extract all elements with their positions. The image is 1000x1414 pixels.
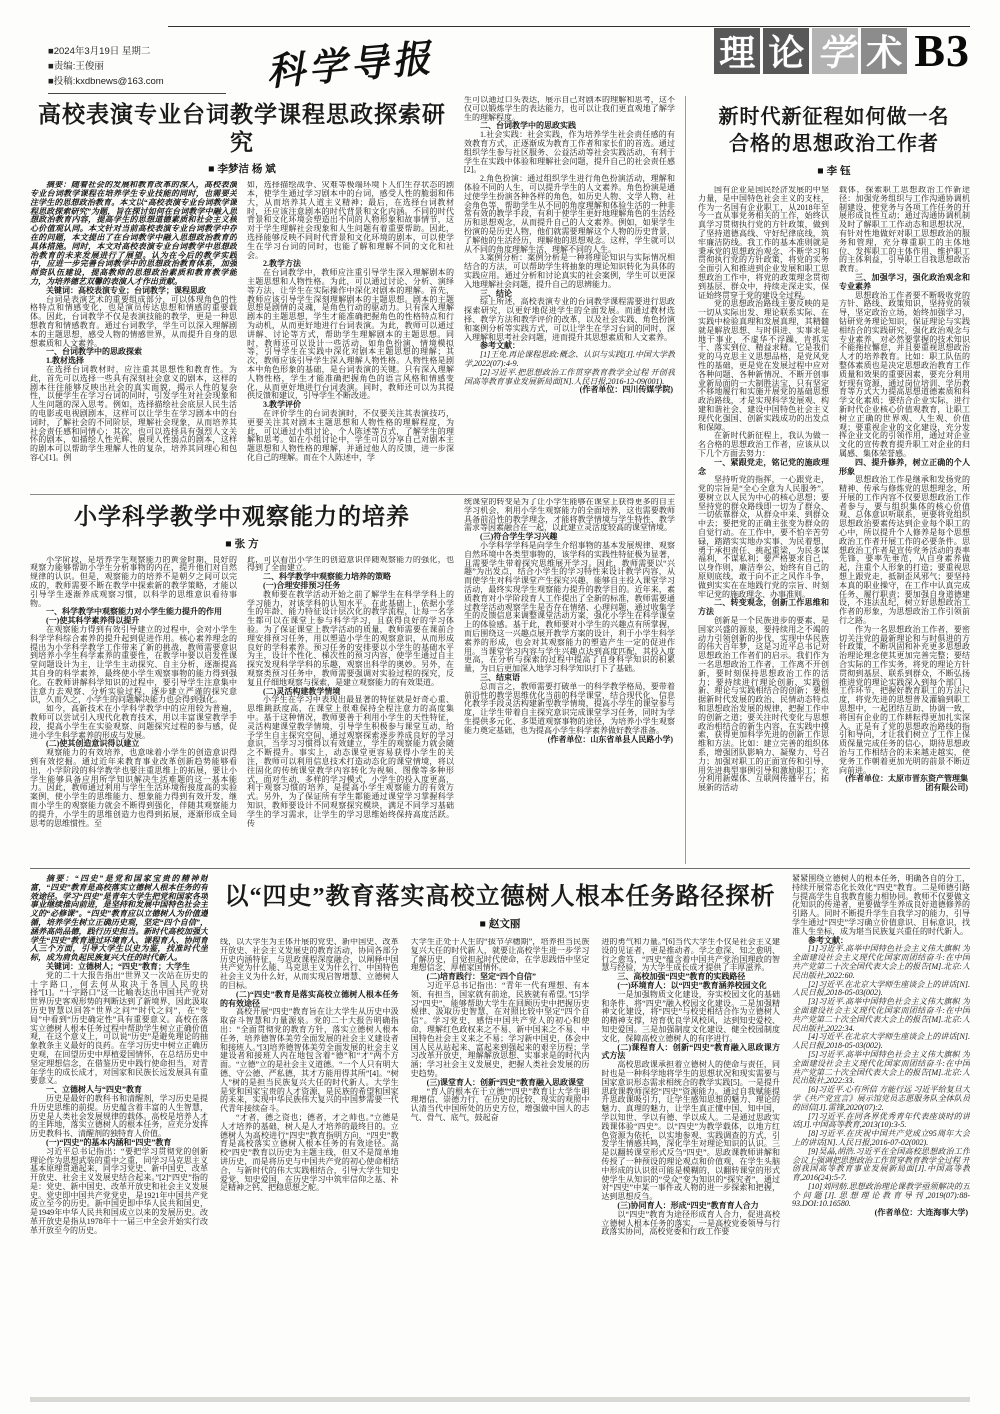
paragraph-p: 作为一名思想政治工作者，要密切关注党的最新理论和与时俱进的方针政策，不断巩固和补充更多思想政治理论理念使其更加完善完整；要结合实际的工作实务，将党的理论方针贯彻到基层、联系到群众，不断弘扬推进党的理论实践深入到每个部门、工作环节，把握好教育职工的方法尺度，将党先进的思想普及灌输到职工思想中，一起团结互助、协调一致，将国有企业的工作耕耘得更加扎实深入。正是有了党的思想政治路线的指引和导向，才让我们树立了工作上保质保量完成任务的信心，期待思想政治与工作相结合的未来越走越实，使党务工作朝着更加光明的前景不断迈向前进。 bbox=[839, 624, 970, 775]
paragraph-kw: 关键词：立德树人；“四史”教育；大学生 bbox=[46, 961, 190, 971]
paragraph-s: (三)符合学生学习兴趣 bbox=[480, 532, 558, 542]
paragraph-p: 如今，高新技术在小学科学教学中的应用较为普遍，教师可以尝试引入现代化教育技术，用以丰富课堂教学手段，提高小学生在实验观察、问题探究过程的参与感，促进小学生科学素养的形成与发展。 bbox=[30, 704, 237, 740]
article1-byline: ■ 李梦洁 杨 斌 bbox=[208, 163, 276, 176]
masthead-editor: ■责编:王俊丽 bbox=[48, 61, 104, 72]
article2-col1 bbox=[698, 186, 829, 864]
paragraph-ref: [8]习近平.在庆祝中国共产党成立95周年大会上的讲话[N].人民日报,2016-07-02(002). bbox=[792, 1129, 970, 1147]
paragraph-p: 高校开展“四史”教育旨在让大学生从历史中汲取奋斗智慧和力量源泉。党的二十大报告明确指出：“全面贯彻党的教育方针，落实立德树人根本任务，培养德智体美劳全面发展的社会主义建设者和接班人。”[3]培养德智体美劳全面发展的社会主义建设者和接班人内在地包含着“德”和“才”两个方面。“立德”立的是社会主义道德。“一个人只有明大德、守公德、严私德，其才方能用得其所”[4]。“树人”树的是担当民族复兴大任的时代新人。大学生是党和国家宝贵的人才资源，是民族的希望和国家的未来，实现中华民族伟大复兴的中国梦需要一代代青年接续奋斗。 bbox=[220, 1007, 399, 1114]
left-region bbox=[30, 96, 675, 864]
paragraph-p: 一是加强物质文化建设，夯实校园文化的基础和条件，将“四史”融入校园文化建设。二是加强精神文化建设，将“四史”与校史相结合作为立德树人的精神支撑，培育优良学风校风，达到知史爱校、知史爱国。三是加强制度文化建设、健全校园制度文化，保障高校立德树人的有序进行。 bbox=[601, 989, 780, 1043]
article3-columns bbox=[30, 556, 454, 864]
paragraph-s: (一)环境育人：以“四史”教育涵养校园文化 bbox=[617, 980, 767, 990]
section-char-box: 学 bbox=[812, 28, 858, 74]
article4-col3 bbox=[411, 938, 590, 1391]
paragraph-p: 小学生在学习中表现出最显著的特征就是好奇心重、思维跳跃度高，在课堂上很难保持全程注意力的高度集中。基于这种情况，教师要善于利用小学生的天性特征，灵活构建课堂教学情境，引导学生积极参与课堂互动，给予学生自主探究空间，通过观察探索逐步养成良好的学习意识，当学习习惯得以有效建立，学生的观察能力就会随之不断提升。事实上，动态课堂更容易获得小学生的关注，教师可以利用信息技术打造动态化的课堂情境，将以往固化的传统课堂教学内容转化为视频、图像等多种形式，面对生动、多样的学习模式，小学生的投入度更高，利于观察习惯的培养，是提高小学生观察能力的有效方式。另外，为了保证所有学生都能通过课堂学习掌握科学知识，教师要设计不同观察探究模块，满足不同学习基础学生的学习需求，让学生的学习思维始终保持高度活跃。传 bbox=[247, 695, 454, 828]
paragraph-pc: 统课堂的转变是为了让小学生能够在课堂上获得更多的自主学习机会，利用小学生观察能力的全面培养，这也需要教师具备前沿性的教学理念，才能将教学情境与学生特性、教学需求等因素融合在一起，以此建立灵活度较高的课堂情境。 bbox=[464, 498, 675, 533]
article1-columns bbox=[30, 181, 454, 490]
paragraph-pc: 生可以通过口头表达，展示自己对剧本的理解和思考，这不仅可以锻炼学生的表达能力，也可以让我们更直观地了解学生的理解程度。 bbox=[464, 96, 675, 122]
upper-section bbox=[30, 96, 970, 864]
paragraph-p: “育人的根本在于立德”“四史”教育让大学生明理增信、崇德力行，在历史的比较、现实的观照中认清当代中国所处的历史方位，增强做中国人的志气、骨气、底气，鼓起奋 bbox=[410, 1086, 590, 1122]
paragraph-ref: [1]王免.再论课程思政:概念、认识与实践[J].中国大学教学,2022(07):4-9. bbox=[464, 350, 675, 368]
paragraph-p: 以“四史”教育为途径形成育人合力，促进高校立德树人根本任务的落实，一是高校党委领导与行政落实协同，高校党委和行政工作要 bbox=[601, 1209, 780, 1237]
paragraph-ref: [6]习近平.心有所信 方能行远 习近平给复旦大学《共产党宣言》展示馆党员志愿服务队全体队员的回信[J].雷锋,2020(07):2. bbox=[792, 1085, 970, 1112]
paragraph-ref: [2]习近平.在北京大学师生座谈会上的讲话[N].人民日报,2018-05-03(002). bbox=[792, 979, 970, 998]
article3-col2 bbox=[247, 556, 454, 864]
article3-header bbox=[30, 498, 454, 553]
paragraph-p: 2.角色扮演：通过组织学生进行角色扮演活动，理解和体验不同的人生，可以提升学生的人文素养。角色扮演是通过使学生扮演各种各样的角色，如历史人物、文学人物、社会角色等，帮助学生从不同的角度理解和体验生活的一种非常有效的教学手段，有利于使学生更好地理解角色的生活经历和思想观念，从而提升自己的人文素养。例如，如果学生扮演的是历史人物，他们就需要理解这个人物的历史背景，了解他的生活经历，理解他的思想观念。这样，学生就可以从不同的角度理解生活，理解不同的人生。 bbox=[464, 174, 675, 254]
paragraph-pc: 此，可以看出小学生的创造意识伴随观察能力的强化，也得到了全面建立。 bbox=[247, 555, 454, 573]
masthead bbox=[30, 16, 970, 94]
article2-col2 bbox=[839, 186, 970, 864]
paragraph-s: (一)合理安排预习任务 bbox=[263, 580, 341, 590]
paragraph-p: “才者，德之资也；德者，才之帅也。”立德是人才培养的基础，树人是人才培养的最终目的。立德树人为高校进行“四史”教育指明方向，“四史”教育是高校落实立德树人根本任务的有效途径。高校“四史”教育以历史为主题主线，但又不是简单地讲历史，而是将历史与中国共产党的初心使命相结合，与新时代的伟大实践相结合，引导大学生知史爱党、知史爱国，在历史学习中筑牢信仰之基、补足精神之钙、把稳思想之舵。 bbox=[220, 1112, 399, 1193]
paragraph-p: 国有企业是国民经济发展的中坚力量，是中国特色社会主义的支柱，作为一名国有企业职工，从2018年至今一直从事党务相关的工作，始终认真学习贯彻执行党的方针政策，做到了坚持道德高线、守好纪律底线，筑牢廉洁防线。我工作的基本准则就是秉承党的思想政治观念、不断学习和贯彻执行党的方针政策，将党的实务全面引入和推进到企业发展和职工思想政治工作中，将党的政策理念贯彻到基层、群众中，持续走深走实，保证始终贯穿于党的建设全过程。 bbox=[698, 186, 829, 300]
article4-col4 bbox=[601, 938, 780, 1391]
paragraph-s: (二)课程育人：创新“四史”教育融入思政课方式方法 bbox=[601, 1042, 780, 1061]
paragraph-p: 综上所述，高校表演专业的台词教学课程需要进行思政探索研究，以更好地促进学生的全面发展。而通过教材选择、教学方法和教学评价的改革，以及社会实践、角色扮演和案例分析等实践方式，可以让学生在学习台词的同时，深入理解和思考社会问题，进而提升其思想素质和人文素养。 bbox=[464, 297, 675, 342]
paragraph-h: 二、科学教学中观察能力培养的策略 bbox=[263, 572, 391, 582]
section-divider bbox=[30, 868, 970, 869]
paragraph-h: 一、立德树人与“四史”教育 bbox=[46, 1085, 142, 1095]
paragraph-s: (二)使其创造意识得以建立 bbox=[46, 739, 140, 749]
paragraph-pc: 如，选择描绘战争、灾难等极端环境下人们生存状态的剧本，使学生通过学习剧本中的台词，感受人性的脆弱和伟大，从而培养其人道主义精神；最后，在选择台词教材时，还应该注意剧本的时代背景和文化内涵。不同的时代背景和文化环境会塑造出不同的人物形象和故事情节，这对于学生理解社会现象和人生问题有着重要帮助。因此，选择能够反映不同时代背景和文化环境的剧本，可以使学生在学习台词的同时，也能了解和理解不同的文化和社会。 bbox=[247, 181, 454, 260]
article3-col1 bbox=[30, 556, 237, 864]
paragraph-h: 一、科学教学中观察能力对小学生能力提升的作用 bbox=[46, 607, 222, 617]
paragraph-sig: (作者单位：四川传媒学院) bbox=[579, 385, 673, 395]
article-sishi-jiaoyu bbox=[30, 873, 970, 1391]
paragraph-h: 三、高校加强“四史”教育的实践路径 bbox=[617, 972, 746, 982]
paragraph-s: 3.教学评价 bbox=[263, 400, 301, 410]
article-sixiang-zhengzhi bbox=[685, 96, 970, 864]
article2-byline: ■ 李 钰 bbox=[817, 165, 851, 177]
paragraph-h: 三、结论 bbox=[480, 288, 512, 298]
paragraph-pc: 大学生正处于人生的“拔节孕穗期”，培养担当民族复兴大任的时代新人，就要让高校学生进一步学习了解历史，自觉担起时代使命，在学思践悟中坚定理想信念、厚植家国情怀。 bbox=[410, 938, 590, 973]
article4-header bbox=[220, 873, 780, 936]
article2-columns bbox=[698, 186, 970, 864]
paragraph-h: 一、台词教学中的思政探索 bbox=[46, 347, 142, 357]
section-banner bbox=[714, 24, 970, 77]
paragraph-p: 台词是表演艺术的重要组成部分，可以体现角色的性格特点和情感变化，也是演员传达思想和情感的重要载体。因此，台词教学不仅是表演技能的教学，更是一种思想教育和情感教育。通过台词教学，学生可以深入理解剧本的主题思想，感受人物的情感世界，从而提升自身的思想素质和人文素养。 bbox=[30, 294, 237, 348]
paragraph-p: 坚持听党的指挥，一心跟党走，党的宗旨是“全心全意为人民服务”。要树立以人民为中心的核心思想；要坚持党的群众路线即一切为了群众、一切依靠群众，从群众中来、到群众中去；要把党的正确主张变为群众的自觉行动。在工作中，要不怕辛苦劳碌，踏踏实实地办实事、为民着想，勇于承担责任、挑起重梁，为民多谋福利，不谋私利；要严格要求自己，以身作则，廉洁奉公，始终有自己的原则底线，敢于向不正之风作斗争，做到实实在在地践行党的宗旨、时刻牢记党的施政理念、办事准则。 bbox=[698, 475, 829, 599]
paragraph-abs: 摘要：“四史”是党和国家宝贵的精神财富，“四史”教育是高校落实立德树人根本任务的有效途径。学习“四史”是青年大学生把党和国家各项事业继续推向前进，是坚持和发展中国特色社会主义的“必修课”。“四史”教育应以立德树人为价值遵循，培养学生树立正确历史观，坚定“四个自信”，涵养高尚品德，践行历史担当。新时代高校加强大学生“四史”教育通过环境育人、课程育人、协同育人三个方面，引导大学生以史为鉴，找准时代坐标，成为肩负起民族复兴大任的时代新人。 bbox=[30, 874, 208, 963]
article4-title: 以“四史”教育落实高校立德树人根本任务路径探析 bbox=[224, 884, 776, 910]
article1-header bbox=[30, 96, 454, 178]
paragraph-p: 党的思想政治路线主要反映的是一切从实际出发、理论联系实际、在实践中检验真理和发展真理，其精髓就是解放思想、与时俱进、实事求是地干事业，不虚华不浮躁，肯抓实干、落实到位、精益求精。它是我们党的马克思主义思想品格，是党风党性的基础，更是党在发展过程中应对各种问题、各种新情况、不断开创事业新局面的一大制胜法宝，只有坚定不移地履行和实施开展党的基础思想政治路线，才是实现科学发展观、构建和谐社会、建设中国特色社会主义现代化强国、创新实践成功的出发点和保障。 bbox=[698, 299, 829, 432]
paragraph-s: (二)培育践行：坚定“四个自信” bbox=[426, 972, 536, 982]
masthead-email: ■投稿:kxdbnews@163.com bbox=[48, 76, 164, 87]
article1-col1 bbox=[30, 181, 237, 490]
article4-col2 bbox=[220, 938, 399, 1391]
paragraph-h: 一、紧跟党走，铭记党的施政理念 bbox=[698, 457, 829, 476]
paragraph-s: (二)灵活构建教学情境 bbox=[263, 686, 341, 696]
paragraph-s: (一)“四史”的基本内涵和“四史”教育 bbox=[46, 1137, 172, 1147]
masthead-info-block bbox=[48, 44, 226, 94]
paragraph-h: 二、台词教学中的思政实践 bbox=[480, 121, 576, 131]
paragraph-p: 高校思政课承担着立德树人的使命与责任，同时也是一种科学地将学生的思想状况和现实需要与国家意识形态需求相统合的教学实践[5]。一是提升思政课教师深挖“四史”资源能力。通过自我赋能提升思政课吸引力，让学生感知思想的魅力、理论的魅力、真理的魅力，让学生真正懂中国、知中国，学以知世、学以有德、学以成人。二是通过思政实践课体验“四史”。以“四史”为教学载体，以地方红色资源为依托，以实地参观、实践调查的方式，引发学生情感共鸣，深化学生对理论知识的认识。三是以翻转课堂形式反刍“四史”。思政课教师讲解和传授了一种预设的理论观点和价值观，在学生头脑中形成的认识很可能是模糊的，以翻转课堂的形式使学生从知识的“受众”变为知识的“探究者”，通过对“四史”中某一事件或人物的进一步探索和把握，达到思想反刍。 bbox=[601, 1060, 780, 1202]
paragraph-p: 小学科学学科是向学生介绍事物的基本发展规律、观察自然环境中各类型事物的，该学科的实践性特征极为显著，且需要学生带着探究思维展开学习。因此，教师需要以“兴趣”为出发点，结合小学生的学习特性来设计教学内容，从而使学生对科学课堂产生探究兴趣，能够自主投入课堂学习活动，最终实现学生观察能力提升的教学目的。近年来，素质教育对小学阶段育人工作提出了全新的标准，教师需要通过教学活动观察学生是否存在情绪、心理问题，通过收集学生的反馈信息来调整课堂活动方案，强化小学生在科学课堂上的体验感。基于此，教师要对小学生的兴趣点有所掌握，而后围绕这一兴趣点展开教学方案的设计，利于小学生科学素养的形成，也会对其观察能力的塑造产生一定的促进作用。当课堂学习内容与学生兴趣点达到高度匹配，其投入度更高，在分析与探索的过程中提高了自身科学知识的积累量，为日后更加深入地学习科学知识打下了基础。 bbox=[464, 540, 675, 674]
paragraph-pc: 载体，探索职工思想政治工作新途径：加强党务组织与工作沟通协调机制建设，使党务与各项工作任务的开展形成良性互动；通过沟通协调机制及时了解职工工作动态和思想状况，有针对性地做好对职工思想政治的服务和管理，充分尊重职工的主体地位、发挥职工的主体作用、维护职工的主体利益，引导职工自我思想政治教育。 bbox=[839, 186, 970, 274]
paragraph-s: (三)协同育人：形成“四史”教育育人合力 bbox=[617, 1200, 759, 1210]
paragraph-p: 历史是最好的教科书和清醒剂，学习历史是提升历史思维的前提。历史蕴含着丰富的人生智慧，历史是人类社会发展规律的载体。高校是培养人才的主阵地，落实立德树人的根本任务，应充分发挥历史教科书、清醒剂的独特育人价值。 bbox=[30, 1093, 208, 1139]
article3-main bbox=[30, 498, 454, 864]
page-number: B3 bbox=[914, 25, 970, 76]
article-divider bbox=[30, 494, 675, 495]
section-char-box: 术 bbox=[861, 28, 907, 74]
paragraph-p: 观察能力的有效培养，也意味着小学生的创造意识得到有效挖掘。通过近年来教育事业改革创新趋势能够看出，小学阶段的科学教学也要注重思维上的拓展，要让小学生能够具备应用所学知识解决生活难题的这一基本能力。因此，教师通过利用与学生生活环境衔接度高的实验案例，使小学生的思维能力、想象能力得到有效开发，继而小学生的观察能力就会不断得到强化，伴随其观察能力的提升，小学生的思维创造力也得到拓展，逐渐形成全局思考的思维惯性。至 bbox=[30, 748, 237, 828]
paragraph-ref: [1]习近平.高举中国特色社会主义伟大旗帜 为全面建设社会主义现代化国家而团结奋斗:在中国共产党第二十次全国代表大会上的报告[M].北京:人民出版社,2022:60. bbox=[792, 944, 970, 980]
paragraph-pc: 进的勇气和力量。”[6]当代大学生不仅是社会主义建设的见证者，更是推动者。学之愈深、知之愈明、行之愈笃，“四史”蕴含着中国共产党治国理政的智慧与经验，为大学生成长成才提供了丰厚滋养。 bbox=[601, 938, 780, 973]
article1-title: 高校表演专业台词教学课程思政探索研究 bbox=[38, 102, 446, 155]
paragraph-pc: 线，以大学生为主体开展的党史、新中国史、改革开放史、社会主义发展史的教育活动，协同各部分历史内涵特征，与思政课程深度融合，以阐释中国共产党为什么能、马克思主义为什么行、中国特色社会主义为什么好，从而实现启智增慧、立德树人的目标。 bbox=[220, 938, 399, 990]
article2-title bbox=[698, 104, 970, 158]
paragraph-p: 小学阶段，是培养学生观察能力的黄金时期，良好的观察力能够帮助小学生分析事物的内在，提升他们对自然规律的认识。但是，观察能力的培养不是朝夕之间可以完成的，教师需要不断在教学中探索新的教学策略，才能以引导学生逐渐养成观察习惯，以科学的思维意识看待事物。 bbox=[30, 555, 237, 608]
paragraph-s: (一)使其科学素养得以提升 bbox=[46, 616, 140, 626]
paragraph-p: 思想政治工作是继承和发扬党的精神、传承与修炼党的思想理念，所开展的工作内容不仅要思想政治工作者参与，要与组织集体的核心价值观、总体意识听联系，更要将党组织思想政治要素传达到企业每个职工的心中，所以提升个人修养是每个思想政治工作者开展工作的必要条件。思想政治工作者是宣传党务活动的表率先锋，要率先垂范，从自身素养做起，注重个人形象的打造；要重视思想上跟党走，抵制歪风邪气；要坚持本真的职业操守，在工作中认真完成任务、履行职责；要加强自身道德建设，不违法乱纪，树立好思想政治工作者的形象，为思想政治工作引领前行之路。 bbox=[839, 475, 970, 626]
paragraph-refh: 参考文献： bbox=[808, 935, 848, 945]
article1-main bbox=[30, 96, 454, 490]
article3-byline: ■ 张 方 bbox=[225, 537, 259, 550]
article4-columns bbox=[220, 938, 780, 1391]
article2-header bbox=[698, 96, 970, 182]
article4-col1 bbox=[30, 873, 208, 1391]
paragraph-refh: 参考文献： bbox=[480, 341, 520, 351]
section-char-box: 论 bbox=[763, 28, 809, 74]
paragraph-p: 思想政治工作者要不断吸收党的方针、路线、政策知识，坚持党的领导，坚定政治立场，始终加强学习，钻研党务理论知识，保证理论与实践相结合的实践研究，强化政治观念与专业素养，对必然要掌握的技术知识不能拖拉懈怠，并且要重视思想政治人才的培养教育。比如：职工队伍的整体素质也是决定思想政治教育工作质量和效果的重要因素，要充分利用好现有资源，通过岗位培训、学历教育等方式大力提高思想道德素质和科学文化素质；要结合企业实际，进行新时代企业核心价值观教育，让职工树立正确的世界观、人生观、价值观；要重视企业的文化建设，充分发挥企业文化的引领作用，通过对企业文化的宣传教育提升职工对企业的归属感、集体荣誉感。 bbox=[839, 290, 970, 458]
paragraph-h: 三、加强学习，强化政治观念和专业素养 bbox=[839, 272, 970, 291]
paragraph-pc: 紧紧围绕立德树人的根本任务，明确各自的分工，持续开展常态化长效化“四史”教育。二是师德引路与提高学生自我教育能力相协同。教师不仅要做文化知识的传递者，更要做学生养成良好道德修养的引路人。同时不断提升学生自我学习的能力，引导学生通过“四史”学习确立价值意识、目标意识，找准人生坐标，成为堪当民族复兴重任的时代新人。 bbox=[792, 874, 970, 936]
paragraph-s: 1.教材选择 bbox=[46, 356, 84, 366]
newspaper-logo: 科学导报 bbox=[264, 37, 436, 95]
paragraph-p: 在新时代新征程上，我认为做一名合格的思想政治工作者，应该从以下几个方面去努力： bbox=[698, 431, 829, 458]
article-guancha-nengli bbox=[30, 498, 675, 864]
article3-title: 小学科学教学中观察能力的培养 bbox=[74, 504, 410, 529]
article1-col2 bbox=[247, 181, 454, 490]
paragraph-p: 在评价学生的台词表演时，不仅要关注其表演技巧，更要关注其对剧本主题思想和人物性格的理解程度，为此，可以通过小组讨论、个人陈述等方式，了解学生的理解和思考。如在小组讨论中，学生可以分享自己对剧本主题思想和人物性格的理解，并通过他人的反馈，进一步深化自己的理解。而在个人陈述中，学 bbox=[247, 408, 454, 462]
paragraph-kw: 关键词：高校表演专业；台词教学；课程思政 bbox=[46, 285, 206, 295]
paragraph-sig: (作者单位：山东省单县人民路小学) bbox=[547, 734, 673, 744]
paragraph-p: 习近平总书记指出：“要把学习贯彻党的创新理论作为思想武装的重中之重，同学习马克思主义基本原理贯通起来，同学习党史、新中国史、改革开放史、社会主义发展史结合起来。”[2]“四史”指的是：党史、新中国史、改革开放史和社会主义发展史。党史即中国共产党党史，是1921年中国共产党成立至今的历史。新中国史即中华人民共和国史，是1949年中华人民共和国成立以来的发展历史。改革开放史是指从1978年十一届三中全会开始实行改革开放至今的历史。 bbox=[30, 1146, 208, 1235]
paragraph-h: 三、结束语 bbox=[480, 672, 520, 682]
paragraph-ref: [3]习近平.高举中国特色社会主义伟大旗帜 为全面建设社会主义现代化国家而团结奋斗:在中国共产党第二十次全国代表大会上的报告[M].北京:人民出版社,2022:34. bbox=[792, 997, 970, 1033]
paragraph-s: (二)“四史”教育是落实高校立德树人根本任务的有效途径 bbox=[220, 989, 399, 1008]
article2-title-line1: 新时代新征程如何做一名 bbox=[718, 106, 950, 128]
paragraph-ref: [4]习近平.在北京大学师生座谈会上的讲话[N].人民日报,2018-05-03(002). bbox=[792, 1032, 970, 1051]
paragraph-sig: (作者单位：大连海事大学) bbox=[874, 1208, 968, 1218]
article2-title-line2: 合格的思想政治工作者 bbox=[729, 133, 939, 155]
page-footer-strip bbox=[30, 1397, 970, 1402]
article4-col5 bbox=[792, 873, 970, 1391]
paragraph-s: 2.教学方法 bbox=[263, 259, 301, 269]
paragraph-p: 3.案例分析：案例分析是一种将理论知识与实际情况相结合的方法，可以帮助学生将抽象的理论知识转化为具体的实践应用。通过分析和讨论真实的社会案例，学生可以更深入地理解社会问题，提升自己的思辨能力。 bbox=[464, 253, 675, 289]
paragraph-sig: (作者单位：太原市晋东资产管理集团有限公司) bbox=[845, 774, 968, 793]
masthead-date: ■2024年3月19日 星期二 bbox=[48, 46, 151, 57]
paragraph-p: 在观察能力得到有效引导建立的过程中，会对小学生科学学科综合素养的提升起到促进作用。核心素养理念的提出为小学科学教学工作带来了新的挑战，教师需要意识到培养小学生科学素养的重要性，在教学中要以启发性课堂问题设计为主，让学生主动探究、自主分析，逐渐提高其自身的科学素养，最终使小学生观察事物的能力得到强化。在教师讲解科学知识的过程中，要引导学生注意集中注意力去观察、分析实验过程，逐步建立严谨的探究意识，久而久之，小学生的问题解决能力也会得到强化。 bbox=[30, 624, 237, 705]
article3-col3 bbox=[464, 498, 675, 864]
paragraph-p: 党的二十大报告指出“世界又一次站在历史的十字路口，何去何从取决于各国人民的抉择”[1]。“十字路口”这一比喻表达出中国共产党对世界历史客观形势的判断达到了新境界，因此汲取历史智慧以回答“世界之问”“时代之问”，在“变局”中看到“历史确定性”具有重要意义。高校在落实立德树人根本任务过程中帮助学生树立正确价值观，在这个意义上，可以说“历史”是避免理论的抽象教条主义最好的良药。在学习历史中树立正确历史观，在回望历史中厚植爱国情怀，在总结历史中坚定理想信念，在借鉴历史中践行使命担当，对青年学生的成长成才，对国家和民族长远发展具有重要意义。 bbox=[30, 970, 208, 1086]
paragraph-abs: 摘要：随着社会的发展和教育改革的深入，高校表演专业台词教学课程在培养学生专业技能的同时，也需要关注学生的思想政治教育。本文以“高校表演专业台词教学课程思政探索研究”为题，旨在探讨如何在台词教学中融入思想政治教育内容，提高学生的思想道德素质和社会主义核心价值观认同。本文针对当前高校表演专业台词教学中存在的问题，本文提出了在台词教学中融入思想政治教育的具体措施。同时，本文对高校表演专业台词教学中思想政治教育的未来发展进行了展望。认为在今后的教学实践中，应进一步完善台词教学中的思想政治教育体系，加强师资队伍建设，提高教师的思想政治素质和教育教学能力，为培养德艺双馨的表演人才作出贡献。 bbox=[30, 181, 237, 286]
paragraph-ref: [7]习近平.在同各界优秀青年代表座谈时的讲话[J].中国高等教育,2013(10):3-5. bbox=[792, 1111, 970, 1130]
paragraph-ref: [10]刘同舫.思想政治理论课教学亟须解决的五个问题[J].思想理论教育导刊,2019(07):88-93.DOI:10.16580. bbox=[792, 1181, 970, 1209]
paragraph-s: (三)课堂育人：创新“四史”教育融入思政课堂 bbox=[426, 1077, 584, 1087]
paragraph-ref: [5]习近平.高举中国特色社会主义伟大旗帜 为全面建设社会主义现代化国家而团结奋斗:在中国共产党第二十次全国代表大会上的报告[M].北京:人民出版社,2022:33. bbox=[792, 1049, 970, 1086]
article1-col3 bbox=[464, 96, 675, 490]
paragraph-h: 二、转变观念，创新工作思维和方法 bbox=[698, 598, 829, 617]
paragraph-p: 在选择台词教材时，应注重其思想性和教育性。为此，首先可以选择一些具有深刻社会意义的剧本，这样的剧本往往能够反映出社会的真实面貌，揭示人性的复杂性，以便学生在学习台词的同时，引发学生对社会现象和人生问题的深入思考。例如，选择描绘社会底层人民生活的电影或电视剧剧本，这样可以让学生在学习剧本中的台词时，了解社会的不同阶层，理解社会现象，从而培养其社会责任感和同情心；其次，也可以选择具有强烈人文关怀的剧本，如描绘人性光辉、展现人性弱点的剧本，这样的剧本可以帮助学生理解人性的复杂，培养其同理心和包容心[1]。例 bbox=[30, 364, 237, 462]
paragraph-p: 教师要在教学活动开始之前了解学生在科学学科上的学习能力，对该学科的认知水平。在此基础上，依据小学生的年龄、能力特征设计层次化的教学流程，让每一名学生都可以在课堂上参与科学学习，且获得良好的学习体验。为了保证课堂上教学活动的质量，教师需要在课前合理安排预习任务，用以塑造小学生的观察意识，从而形成良好的学科素养。预习任务的安排要以小学生的基础水平为主，设计个性化、梯次性的预习内容，使学生通过自主探究发现科学学科的乐趣，观察出科学的奥妙。另外，在观察类预习任务中，教师需要强调对实验过程的探究，反复且仔细地观察与探索，是建立观察能力的有效渠道。 bbox=[247, 589, 454, 687]
section-char-box: 理 bbox=[714, 28, 760, 74]
paragraph-ref: [2]习近平.把思想政治工作贯穿教育教学全过程 开创我国高等教育事业发展新局面[N].人民日报,2016-12-09(001). bbox=[464, 367, 675, 386]
paragraph-p: 习近平总书记指出：“青年一代有理想、有本领、有担当，国家就有前途，民族就有希望。”[5]学习“四史”，能够帮助大学生在回顾历史中把握历史规律、汲取历史智慧，在对照比较中坚定“四个自信”。学习党史，感悟中国共产党人的初心和使命，理解红色政权来之不易、新中国来之不易、中国特色社会主义来之不易；学习新中国史，体会中国人民从站起来、富起来到强起来的艰辛历程；学习改革开放史，理解解放思想、实事求是的时代内涵；学习社会主义发展史，把握人类社会发展的历史趋势。 bbox=[410, 980, 590, 1078]
paragraph-h: 四、提升修养，树立正确的个人形象 bbox=[839, 457, 970, 476]
paragraph-p: 在台词教学中，教师应注重引导学生深入理解剧本的主题思想和人物性格。为此，可以通过讨论、分析、演绎等方法，让学生在实际操作中深化对剧本的理解。首先，教师应该引导学生深刻理解剧本的主题思想。剧本的主题思想是剧情的灵魂，是角色行动的驱动力。只有深入理解剧本的主题思想，学生才能准确把握角色的性格特点和行为动机，从而更好地进行台词表演。为此，教师可以通过讲解、讨论等方式，帮助学生理解剧本的主题思想。同时，教师还可以设计一些活动，如角色扮演、情境模拟等，引导学生在实践中深化对剧本主题思想的理解；其次，教师应该引导学生深入理解人物性格。人物性格是剧本中角色形象的基础，是台词表演的关键。只有深入理解人物性格，学生才能准确把握角色的语言风格和情感变化，从而更好地进行台词表演。同时，教师还可以为其提供反馈和建议，引导学生不断改进。 bbox=[247, 268, 454, 401]
article4-main bbox=[220, 873, 780, 1391]
paragraph-p: 1.社会实践：社会实践，作为培养学生社会责任感的有效教育方式，正逐渐成为教育工作者和家长们的首选。通过组织学生参与社区服务、公益活动等社会实践活动，有利于学生在实践中体验和理解社会问题，提升自己的社会责任感[2]。 bbox=[464, 130, 675, 175]
paragraph-p: 总而言之，教师需要打破单一的科学教学格局，要带着前沿性的教学思维优化当前的科学课堂，结合现代化、信息化教学手段灵活构建新型教学情境，提高小学生的课堂参与度，让学生带着自主探究意识完成课堂学习任务，同时为学生提供多元化、多渠道观察事物的途径，为培养小学生观察能力奠定基础，也为提高小学生科学素养做好教学准备。 bbox=[464, 681, 675, 735]
article4-byline: ■ 赵文丽 bbox=[479, 918, 521, 930]
paragraph-ref: [9]吴晶,胡浩.习近平在全国高校思想政治工作会议上强调把思想政治工作贯穿教育教学全过程 开创我国高等教育事业发展新局面[J].中国高等教育,2016(24):5-7. bbox=[792, 1146, 970, 1183]
paragraph-p: 创新是一个民族进步的要素、是国家兴盛的源泉，要持续用之不竭的动力引领创新的步伐，实现中华民族的伟大百年梦，这是习近平总书记对思想政治工作者们的启示。我们作为一名思想政治工作者，工作离不开创新，要时刻保持思想政治工作的活力；要持续进行理论创新、实践创新、理论与实践相结合的创新；要根据新时代发展的政治、民情动态特点和思想政治发展的规律，把握工作中的创新之道；要关注时代变化与思想政治相结合的新生内容，在实践中摸索，获得更加科学先进的创新工作思维和方法。比如：建立完善的组织体系，增强团队影响力、凝聚力、号召力；加强对职工的正面宣传和引导，用先进典型事例引导和激励职工；充分利用新媒体、互联网传播平台，拓展新的活动 bbox=[698, 616, 829, 793]
article-taici-sizheng bbox=[30, 96, 675, 490]
